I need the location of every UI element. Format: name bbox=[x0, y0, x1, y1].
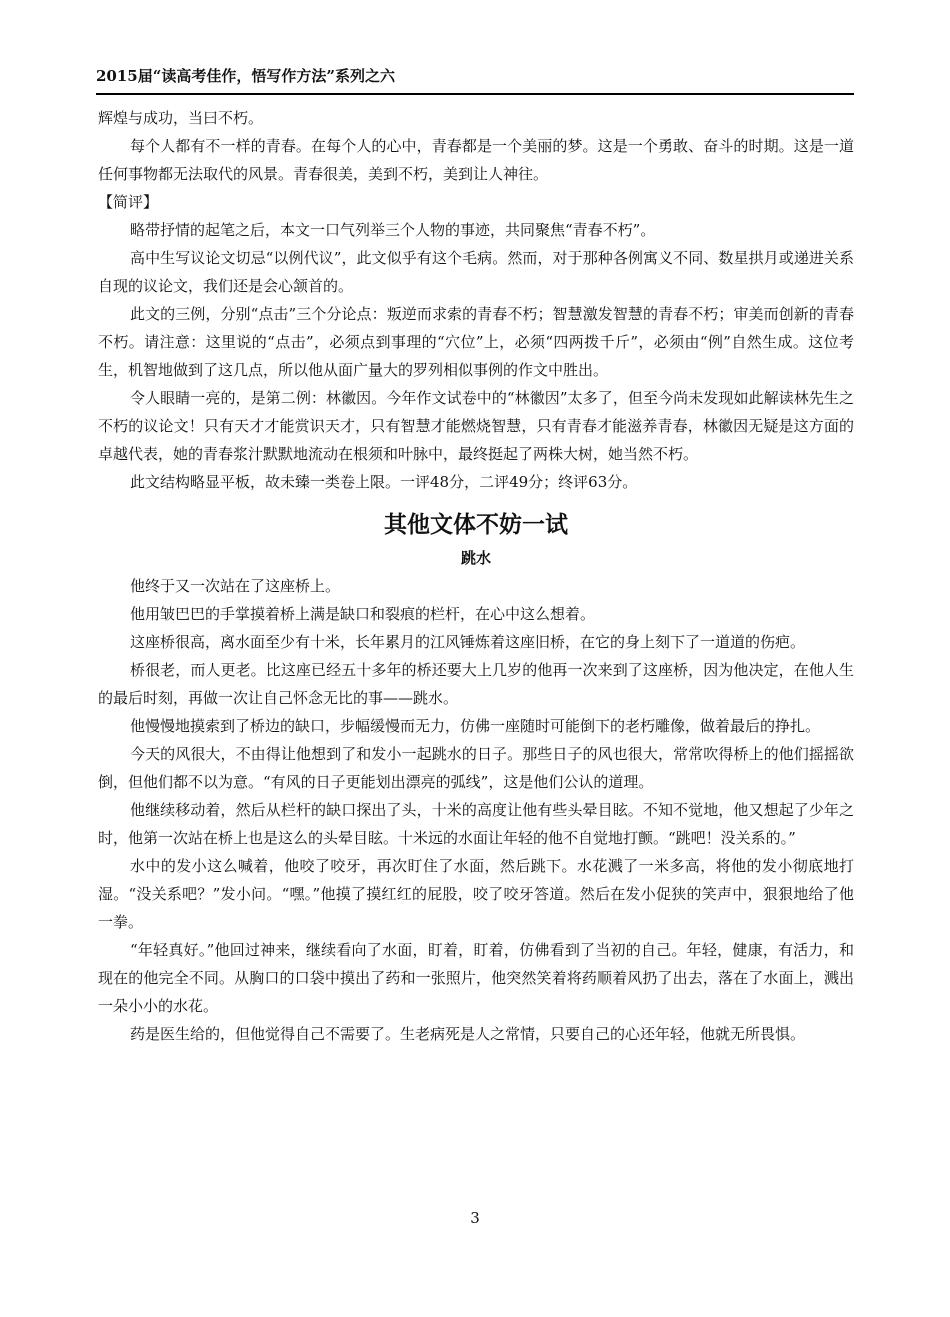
review-label: 【简评】 bbox=[98, 193, 159, 211]
essay-paragraph: 辉煌与成功，当曰不朽。 bbox=[98, 109, 264, 127]
story-paragraph: 他用皱巴巴的手掌摸着桥上满是缺口和裂痕的栏杆，在心中这么想着。 bbox=[130, 605, 596, 623]
story-paragraph: 今天的风很大，不由得让他想到了和发小一起跳水的日子。那些日子的风也很大，常常吹得桥上的他们摇摇欲倒，但他们都不以为意。“有风的日子更能划出漂亮的弧线”，这是他们公认的道理。 bbox=[98, 745, 854, 791]
story-paragraph: “年轻真好。”他回过神来，继续看向了水面，盯着，盯着，仿佛看到了当初的自己。年轻，健康，有活力，和现在的他完全不同。从胸口的口袋中摸出了药和一张照片，他突然笑着将药顺着风扔了出去，落在了水面上，溅出一朵小小的水花。 bbox=[98, 941, 854, 1015]
story-paragraph: 他终于又一次站在了这座桥上。 bbox=[130, 577, 341, 595]
story-paragraph: 水中的发小这么喊着，他咬了咬牙，再次盯住了水面，然后跳下。水花溅了一米多高，将他的发小彻底地打湿。“没关系吧？”发小问。“嘿。”他摸了摸红红的屁股，咬了咬牙答道。然后在发小促狭的笑声中，狠狠地给了他一拳。 bbox=[98, 857, 854, 931]
review-paragraph: 略带抒情的起笔之后，本文一口气列举三个人物的事迹，共同聚焦“青春不朽”。 bbox=[130, 221, 656, 239]
essay-paragraph: 每个人都有不一样的青春。在每个人的心中，青春都是一个美丽的梦。这是一个勇敢、奋斗的时期。这是一道任何事物都无法取代的风景。青春很美，美到不朽，美到让人神往。 bbox=[98, 137, 854, 183]
story-paragraph: 桥很老，而人更老。比这座已经五十多年的桥还要大上几岁的他再一次来到了这座桥，因为他决定，在他人生的最后时刻，再做一次让自己怀念无比的事——跳水。 bbox=[98, 661, 854, 707]
story-title: 跳水 bbox=[460, 549, 491, 567]
review-paragraph: 令人眼睛一亮的，是第二例：林徽因。今年作文试卷中的“林徽因”太多了，但至今尚未发现如此解读林先生之不朽的议论文！只有天才才能赏识天才，只有智慧才能燃烧智慧，只有青春才能滋养青春，林徽因无疑是这方面的卓越代表，她的青春浆汁默默地流动在根须和叶脉中，最终挺起了两株大树，她当然不朽。 bbox=[98, 389, 854, 463]
story-paragraph: 他继续移动着，然后从栏杆的缺口探出了头，十米的高度让他有些头晕目眩。不知不觉地，他又想起了少年之时，他第一次站在桥上也是这么的头晕目眩。十米远的水面让年轻的他不自觉地打颤。“跳吧！没关系的。” bbox=[98, 801, 854, 847]
story-paragraph: 这座桥很高，离水面至少有十米，长年累月的江风锤炼着这座旧桥，在它的身上刻下了一道道的伤疤。 bbox=[130, 633, 806, 651]
review-paragraph: 高中生写议论文切忌“以例代议”，此文似乎有这个毛病。然而，对于那种各例寓义不同、数星拱月或递进关系自现的议论文，我们还是会心颔首的。 bbox=[98, 249, 854, 295]
story-paragraph: 药是医生给的，但他觉得自己不需要了。生老病死是人之常情，只要自己的心还年轻，他就无所畏惧。 bbox=[130, 1025, 806, 1043]
page-number: 3 bbox=[470, 1209, 480, 1227]
page-content bbox=[98, 104, 854, 1048]
review-paragraph: 此文结构略显平板，故未臻一类卷上限。一评48分，二评49分；终评63分。 bbox=[130, 473, 638, 491]
running-header: 2015届“读高考佳作，悟写作方法”系列之六 bbox=[96, 67, 396, 85]
story-paragraph: 他慢慢地摸索到了桥边的缺口，步幅缓慢而无力，仿佛一座随时可能倒下的老朽雕像，做着最后的挣扎。 bbox=[130, 717, 821, 735]
section-title: 其他文体不妨一试 bbox=[384, 511, 568, 538]
review-paragraph: 此文的三例，分别“点击”三个分论点：叛逆而求索的青春不朽；智慧激发智慧的青春不朽；审美而创新的青春不朽。请注意：这里说的“点击”，必须点到事理的“穴位”上，必须“四两拨千斤”，必须由“例”自然生成。这位考生，机智地做到了这几点，所以他从面广量大的罗列相似事例的作文中胜出。 bbox=[98, 305, 854, 379]
header-rule bbox=[96, 93, 854, 95]
